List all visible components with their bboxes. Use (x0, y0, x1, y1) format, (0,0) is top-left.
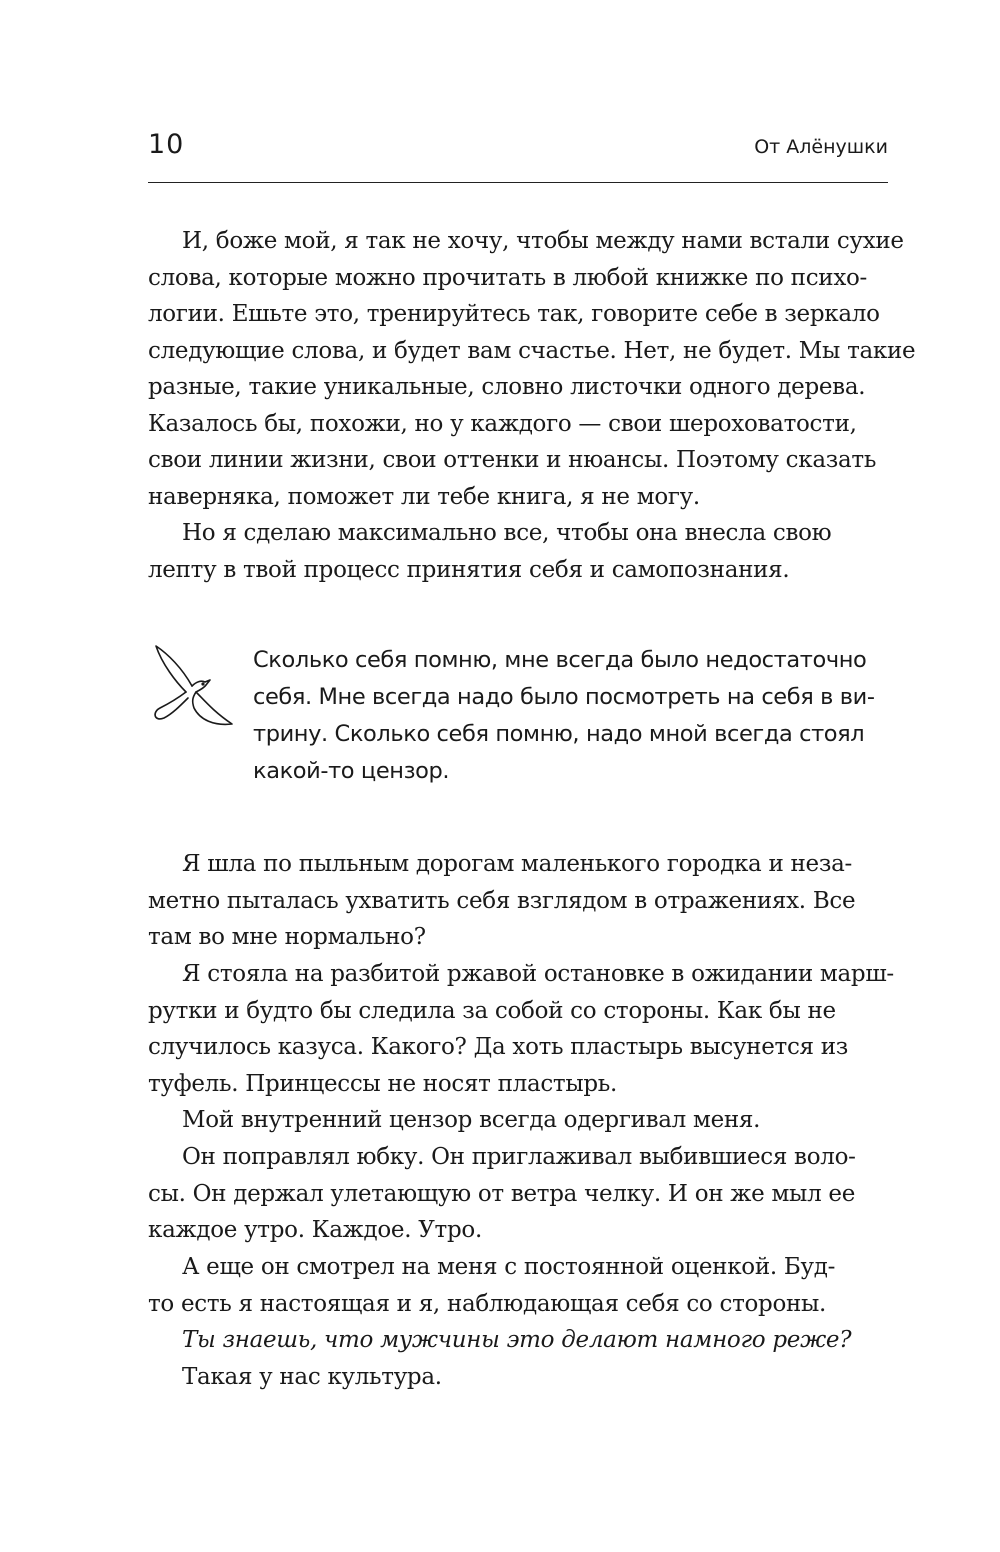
running-title: От Алёнушки (754, 136, 888, 158)
text-line: там во мне нормально? (148, 924, 426, 950)
quote-line: трину. Сколько себя помню, надо мной всегда стоял (253, 721, 865, 747)
text-line: Он поправлял юбку. Он приглаживал выбившиеся воло- (182, 1144, 856, 1170)
paragraph-italic (148, 1322, 888, 1359)
paragraph (148, 1102, 888, 1139)
text-line: А еще он смотрел на меня с постоянной оценкой. Буд- (182, 1254, 836, 1280)
header-rule (148, 182, 888, 183)
quote-block (148, 642, 888, 802)
paragraph (148, 846, 888, 956)
text-line: следующие слова, и будет вам счастье. Нет, не будет. Мы такие (148, 337, 916, 364)
paragraph (148, 956, 894, 1102)
text-line: Я стояла на разбитой ржавой остановке в ожидании марш- (182, 961, 894, 987)
text-line: лепту в твой процесс принятия себя и самопознания. (148, 556, 790, 583)
paragraph (148, 1139, 888, 1249)
text-line: разные, такие уникальные, словно листочки одного дерева. (148, 374, 866, 400)
text-line: Такая у нас культура. (182, 1364, 442, 1390)
paragraph (148, 1249, 888, 1322)
text-line: сы. Он держал улетающую от ветра челку. И он же мыл ее (148, 1180, 856, 1207)
text-line: слова, которые можно прочитать в любой книжке по психо- (148, 264, 868, 291)
text-line: туфель. Принцессы не носят пластырь. (148, 1070, 618, 1097)
text-line: то есть я настоящая и я, наблюдающая себя со стороны. (148, 1290, 827, 1317)
paragraph (148, 223, 916, 515)
text-line: Я шла по пыльным дорогам маленького городка и неза- (182, 851, 852, 877)
bird-icon (148, 642, 240, 732)
paragraph (148, 515, 888, 588)
text-line: Ты знаешь, что мужчины это делают намного реже? (182, 1327, 852, 1353)
quote-line: себя. Мне всегда надо было посмотреть на себя в ви- (253, 684, 875, 710)
text-line: логии. Ешьте это, тренируйтесь так, говорите себе в зеркало (148, 301, 880, 327)
page-header (148, 128, 888, 168)
paragraph (148, 1359, 888, 1396)
text-line: Казалось бы, похожи, но у каждого — свои шероховатости, (148, 410, 857, 437)
text-line: И, боже мой, я так не хочу, чтобы между нами встали сухие (182, 228, 904, 254)
text-line: свои линии жизни, свои оттенки и нюансы. Поэтому сказать (148, 447, 877, 473)
text-line: каждое утро. Каждое. Утро. (148, 1217, 482, 1243)
quote-line: Сколько себя помню, мне всегда было недостаточно (253, 647, 867, 673)
quote-text (253, 642, 893, 790)
page-number: 10 (148, 129, 185, 160)
text-line: Мой внутренний цензор всегда одергивал меня. (182, 1107, 761, 1133)
text-line: метно пыталась ухватить себя взглядом в отражениях. Все (148, 887, 856, 914)
quote-line: какой-то цензор. (253, 758, 450, 784)
text-line: случилось казуса. Какого? Да хоть пластырь высунется из (148, 1034, 849, 1060)
text-line: рутки и будто бы следила за собой со стороны. Как бы не (148, 997, 836, 1024)
text-line: наверняка, поможет ли тебе книга, я не могу. (148, 483, 700, 510)
text-line: Но я сделаю максимально все, чтобы она внесла свою (182, 520, 832, 546)
